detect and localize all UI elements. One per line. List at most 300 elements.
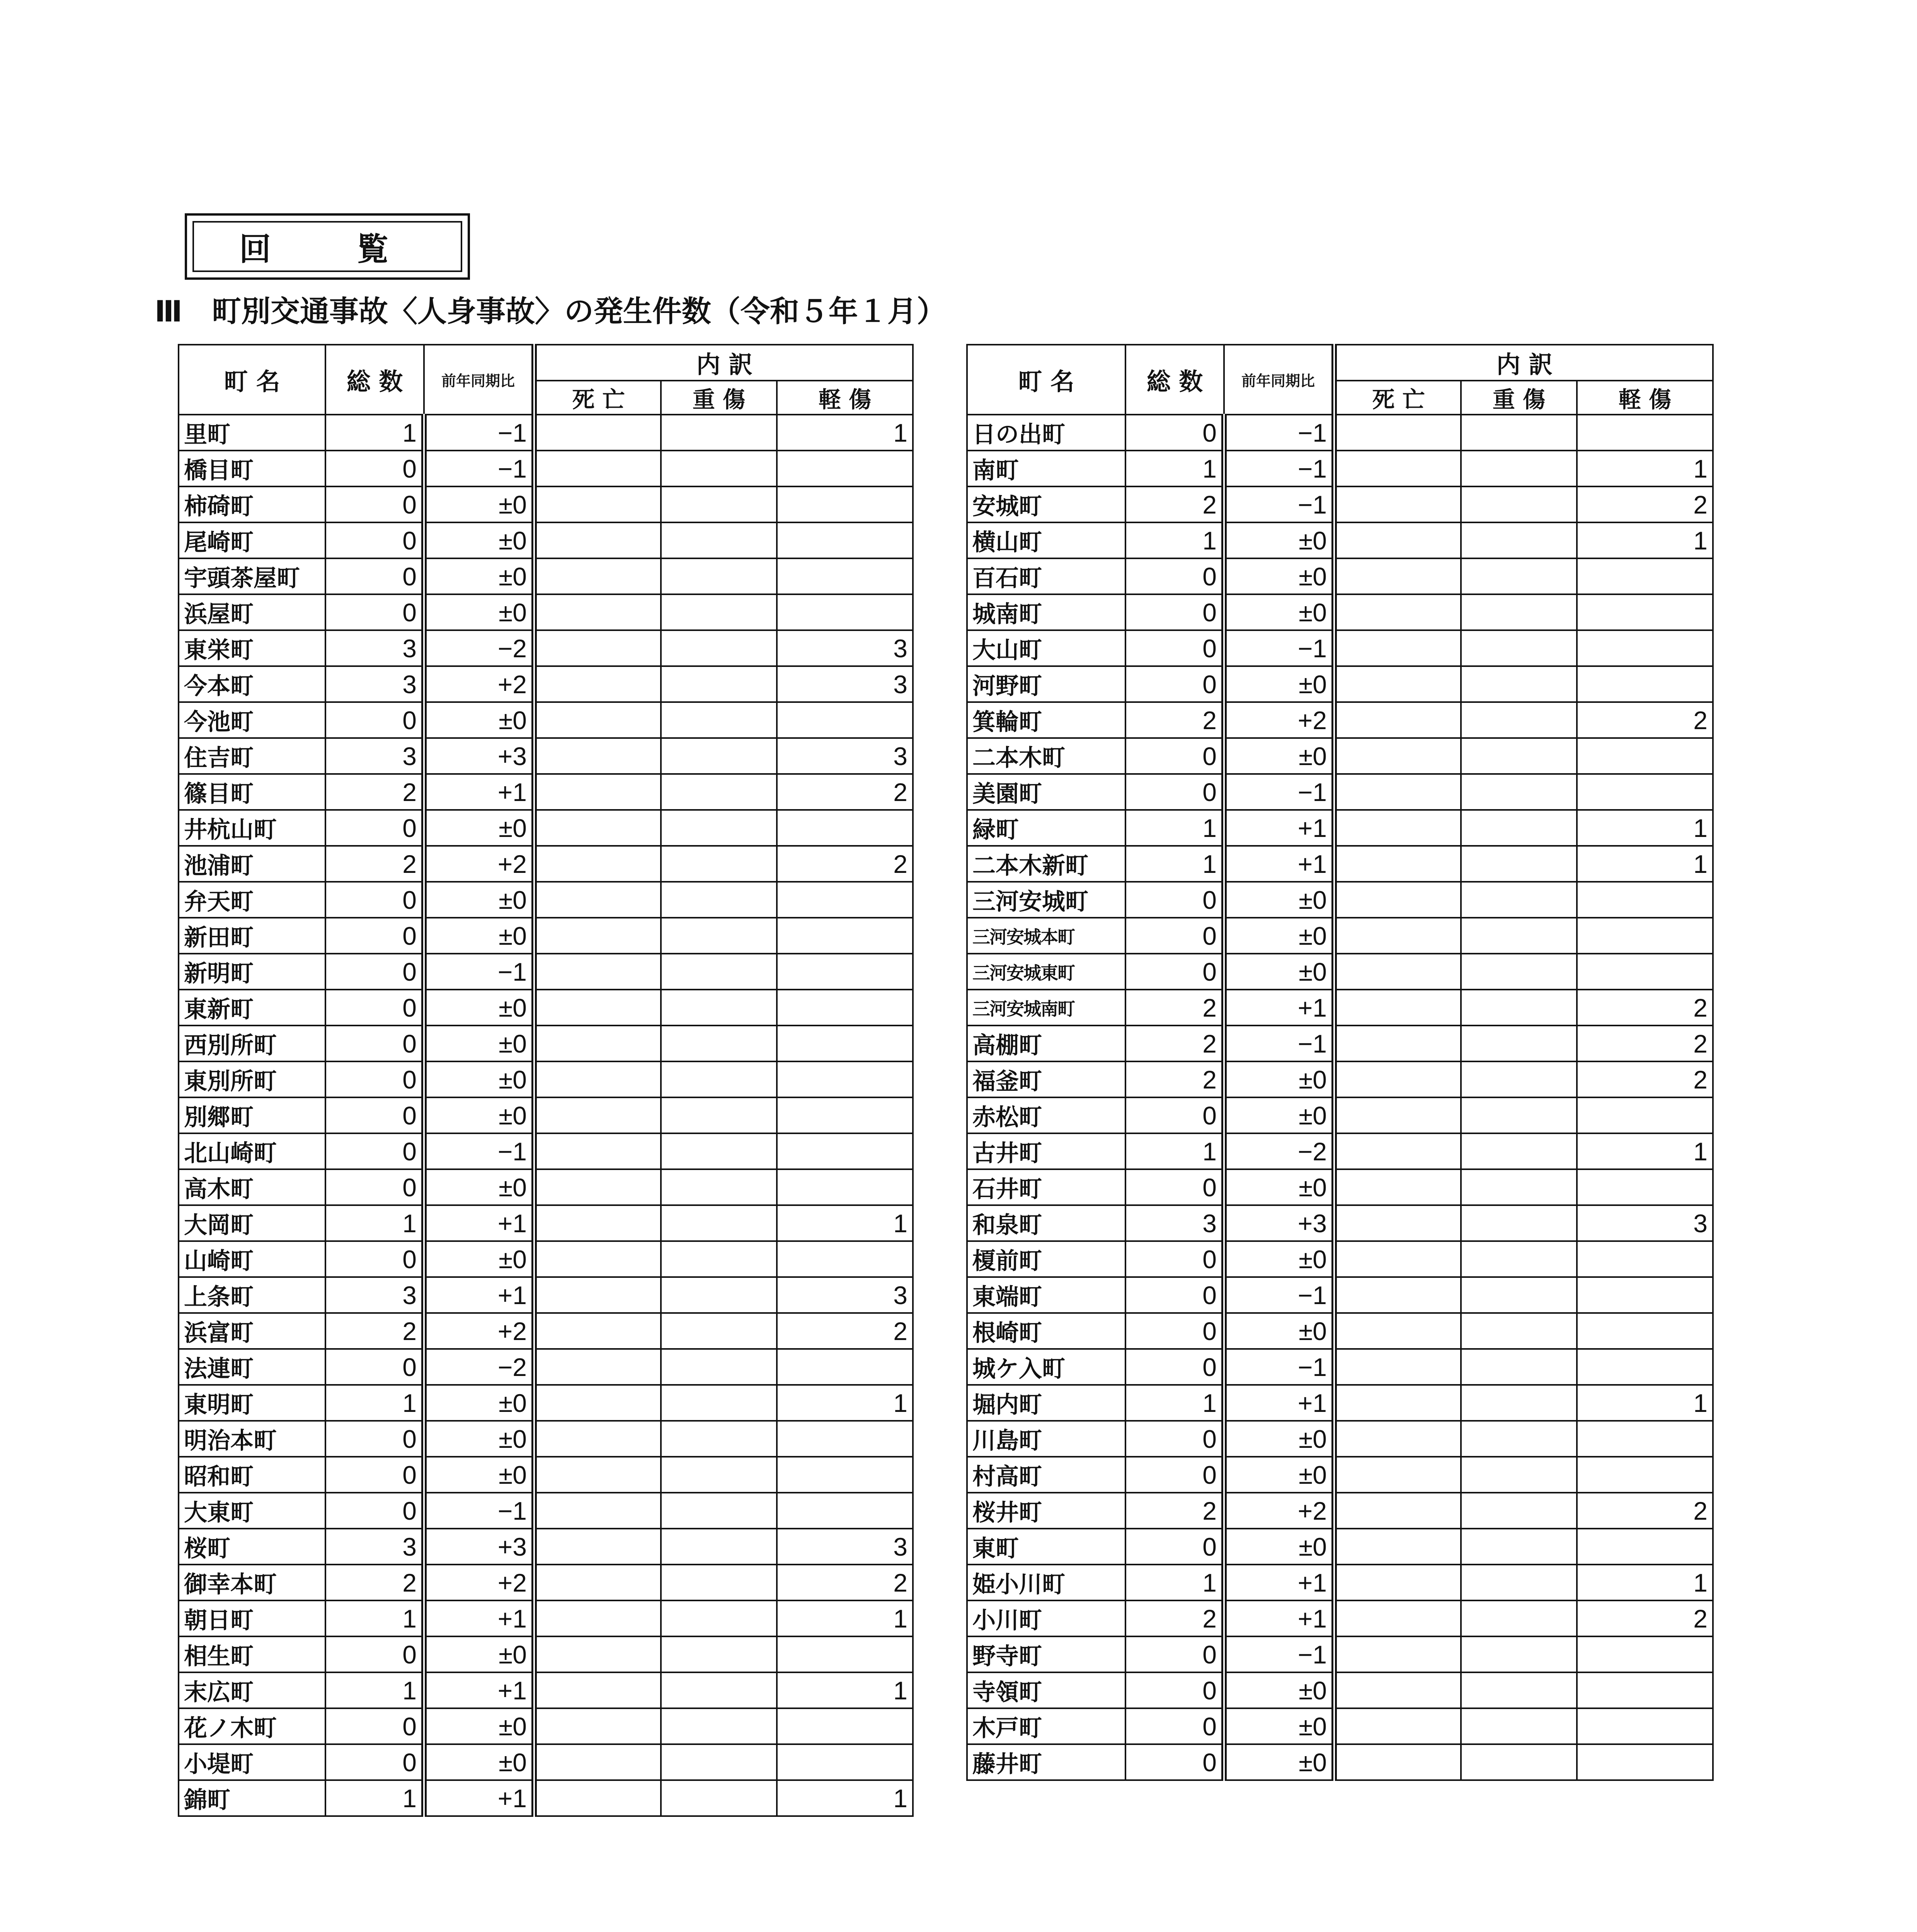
town-cell: 木戸町 (967, 1708, 1125, 1744)
death-cell (534, 415, 661, 451)
table-row (179, 1600, 913, 1636)
death-cell (534, 558, 661, 594)
total-cell: 0 (325, 1457, 424, 1493)
total-cell: 2 (1125, 1493, 1224, 1529)
yoy-cell: ±0 (424, 1744, 534, 1780)
serious-cell (661, 1565, 777, 1600)
serious-cell (661, 1636, 777, 1672)
total-cell: 1 (325, 1385, 424, 1421)
table-row (967, 666, 1713, 702)
serious-cell (661, 738, 777, 774)
yoy-cell: −1 (424, 954, 534, 990)
table-row (179, 1205, 913, 1241)
death-cell (534, 1061, 661, 1097)
serious-cell (1461, 1744, 1577, 1780)
table-row (179, 522, 913, 558)
total-cell: 0 (1125, 1097, 1224, 1133)
death-cell (1334, 954, 1461, 990)
town-cell: 北山崎町 (179, 1133, 325, 1169)
total-cell: 1 (1125, 810, 1224, 846)
total-cell: 0 (325, 882, 424, 918)
yoy-cell: +3 (424, 738, 534, 774)
table-row (179, 1672, 913, 1708)
minor-cell (1577, 666, 1713, 702)
town-cell: 箕輪町 (967, 702, 1125, 738)
total-cell: 0 (325, 954, 424, 990)
total-cell: 3 (325, 1277, 424, 1313)
town-cell: 浜富町 (179, 1313, 325, 1349)
table-row (179, 990, 913, 1026)
yoy-cell: ±0 (1224, 1457, 1334, 1493)
town-cell: 弁天町 (179, 882, 325, 918)
total-cell: 1 (1125, 1565, 1224, 1600)
header-breakdown: 内 訳 (1334, 345, 1713, 381)
town-cell: 小堤町 (179, 1744, 325, 1780)
total-cell: 1 (325, 1672, 424, 1708)
minor-cell: 2 (1577, 486, 1713, 522)
serious-cell (661, 630, 777, 666)
minor-cell: 3 (777, 738, 913, 774)
serious-cell (1461, 774, 1577, 810)
serious-cell (1461, 1277, 1577, 1313)
death-cell (1334, 1026, 1461, 1061)
accident-table-left (178, 344, 914, 1817)
table-row (967, 415, 1713, 451)
table-row (967, 846, 1713, 882)
town-cell: 三河安城南町 (967, 990, 1125, 1026)
total-cell: 2 (325, 774, 424, 810)
minor-cell (1577, 1421, 1713, 1457)
yoy-cell: +2 (424, 666, 534, 702)
town-cell: 藤井町 (967, 1744, 1125, 1780)
death-cell (534, 1277, 661, 1313)
yoy-cell: ±0 (1224, 1672, 1334, 1708)
death-cell (534, 666, 661, 702)
total-cell: 2 (1125, 1026, 1224, 1061)
minor-cell (777, 702, 913, 738)
minor-cell (777, 990, 913, 1026)
serious-cell (1461, 990, 1577, 1026)
table-row (967, 954, 1713, 990)
yoy-cell: −2 (1224, 1133, 1334, 1169)
yoy-cell: ±0 (424, 1385, 534, 1421)
yoy-cell: ±0 (424, 702, 534, 738)
death-cell (1334, 415, 1461, 451)
total-cell: 1 (1125, 522, 1224, 558)
death-cell (534, 1636, 661, 1672)
minor-cell: 1 (1577, 1133, 1713, 1169)
minor-cell (1577, 1241, 1713, 1277)
town-cell: 東明町 (179, 1385, 325, 1421)
minor-cell: 1 (1577, 1565, 1713, 1600)
town-cell: 河野町 (967, 666, 1125, 702)
minor-cell: 3 (1577, 1205, 1713, 1241)
serious-cell (661, 486, 777, 522)
total-cell: 3 (325, 738, 424, 774)
yoy-cell: ±0 (424, 990, 534, 1026)
minor-cell (777, 558, 913, 594)
town-cell: 新田町 (179, 918, 325, 954)
death-cell (1334, 1061, 1461, 1097)
table-row (967, 1313, 1713, 1349)
minor-cell (777, 1493, 913, 1529)
total-cell: 0 (325, 1133, 424, 1169)
yoy-cell: ±0 (1224, 1529, 1334, 1565)
total-cell: 0 (325, 1744, 424, 1780)
minor-cell (1577, 1636, 1713, 1672)
total-cell: 2 (325, 846, 424, 882)
death-cell (1334, 846, 1461, 882)
serious-cell (661, 1780, 777, 1816)
serious-cell (1461, 451, 1577, 486)
death-cell (1334, 738, 1461, 774)
death-cell (1334, 1241, 1461, 1277)
town-cell: 百石町 (967, 558, 1125, 594)
yoy-cell: ±0 (424, 1421, 534, 1457)
town-cell: 三河安城町 (967, 882, 1125, 918)
total-cell: 0 (1125, 1349, 1224, 1385)
death-cell (1334, 666, 1461, 702)
town-cell: 城ケ入町 (967, 1349, 1125, 1385)
yoy-cell: ±0 (1224, 1061, 1334, 1097)
minor-cell: 3 (777, 1277, 913, 1313)
table-row (967, 451, 1713, 486)
town-cell: 朝日町 (179, 1600, 325, 1636)
minor-cell (777, 1349, 913, 1385)
serious-cell (1461, 415, 1577, 451)
serious-cell (1461, 1061, 1577, 1097)
table-row (179, 810, 913, 846)
yoy-cell: +2 (1224, 1493, 1334, 1529)
total-cell: 0 (1125, 918, 1224, 954)
town-cell: 東別所町 (179, 1061, 325, 1097)
yoy-cell: ±0 (424, 1169, 534, 1205)
table-row (967, 1672, 1713, 1708)
death-cell (1334, 882, 1461, 918)
table-row (967, 1241, 1713, 1277)
town-cell: 城南町 (967, 594, 1125, 630)
total-cell: 0 (1125, 1529, 1224, 1565)
serious-cell (1461, 666, 1577, 702)
serious-cell (661, 1493, 777, 1529)
town-cell: 東町 (967, 1529, 1125, 1565)
minor-cell (777, 1421, 913, 1457)
header-breakdown: 内 訳 (534, 345, 913, 381)
minor-cell (1577, 1313, 1713, 1349)
table-row (179, 1529, 913, 1565)
town-cell: 住吉町 (179, 738, 325, 774)
serious-cell (1461, 1708, 1577, 1744)
table-body-right (967, 415, 1713, 1780)
table-row (179, 1493, 913, 1529)
serious-cell (1461, 1493, 1577, 1529)
table-row (967, 990, 1713, 1026)
yoy-cell: +1 (424, 1780, 534, 1816)
yoy-cell: +1 (424, 1672, 534, 1708)
total-cell: 0 (1125, 1421, 1224, 1457)
town-cell: 高棚町 (967, 1026, 1125, 1061)
death-cell (1334, 1097, 1461, 1133)
header-town: 町 名 (179, 345, 325, 415)
death-cell (1334, 1744, 1461, 1780)
minor-cell (777, 1636, 913, 1672)
table-row (967, 1708, 1713, 1744)
table-row (967, 630, 1713, 666)
total-cell: 0 (1125, 738, 1224, 774)
total-cell: 1 (325, 1780, 424, 1816)
total-cell: 0 (1125, 594, 1224, 630)
serious-cell (1461, 630, 1577, 666)
town-cell: 高木町 (179, 1169, 325, 1205)
death-cell (1334, 451, 1461, 486)
death-cell (534, 1241, 661, 1277)
town-cell: 篠目町 (179, 774, 325, 810)
death-cell (534, 1421, 661, 1457)
header-town: 町 名 (967, 345, 1125, 415)
total-cell: 0 (325, 1241, 424, 1277)
yoy-cell: +1 (1224, 1385, 1334, 1421)
minor-cell: 1 (1577, 810, 1713, 846)
circular-label: 回 覧 (192, 221, 462, 272)
header-minor: 軽 傷 (777, 381, 913, 415)
town-cell: 安城町 (967, 486, 1125, 522)
total-cell: 0 (1125, 954, 1224, 990)
town-cell: 川島町 (967, 1421, 1125, 1457)
town-cell: 池浦町 (179, 846, 325, 882)
serious-cell (661, 1313, 777, 1349)
table-row (967, 1529, 1713, 1565)
serious-cell (1461, 846, 1577, 882)
yoy-cell: +2 (424, 1565, 534, 1600)
yoy-cell: +1 (424, 1277, 534, 1313)
town-cell: 二本木町 (967, 738, 1125, 774)
town-cell: 野寺町 (967, 1636, 1125, 1672)
serious-cell (1461, 1600, 1577, 1636)
death-cell (1334, 1385, 1461, 1421)
death-cell (1334, 1349, 1461, 1385)
yoy-cell: +1 (1224, 810, 1334, 846)
accident-table-right (966, 344, 1714, 1781)
yoy-cell: −1 (1224, 1349, 1334, 1385)
serious-cell (1461, 1205, 1577, 1241)
serious-cell (661, 1349, 777, 1385)
town-cell: 横山町 (967, 522, 1125, 558)
table-row (179, 1385, 913, 1421)
header-yoy: 前年同期比 (424, 345, 534, 415)
death-cell (534, 1565, 661, 1600)
minor-cell (1577, 1457, 1713, 1493)
town-cell: 上条町 (179, 1277, 325, 1313)
death-cell (534, 738, 661, 774)
header-death: 死 亡 (1334, 381, 1461, 415)
table-row (967, 1169, 1713, 1205)
minor-cell: 1 (1577, 1385, 1713, 1421)
death-cell (534, 1205, 661, 1241)
death-cell (534, 774, 661, 810)
yoy-cell: +1 (1224, 846, 1334, 882)
minor-cell (777, 1744, 913, 1780)
table-row (967, 1133, 1713, 1169)
yoy-cell: ±0 (1224, 882, 1334, 918)
town-cell: 東栄町 (179, 630, 325, 666)
death-cell (1334, 1133, 1461, 1169)
total-cell: 0 (325, 810, 424, 846)
serious-cell (1461, 1565, 1577, 1600)
table-row (179, 1636, 913, 1672)
yoy-cell: ±0 (424, 882, 534, 918)
total-cell: 0 (325, 702, 424, 738)
serious-cell (1461, 882, 1577, 918)
serious-cell (1461, 1169, 1577, 1205)
town-cell: 東端町 (967, 1277, 1125, 1313)
total-cell: 1 (325, 1205, 424, 1241)
death-cell (534, 1133, 661, 1169)
minor-cell: 1 (777, 1672, 913, 1708)
total-cell: 0 (1125, 666, 1224, 702)
town-cell: 花ノ木町 (179, 1708, 325, 1744)
serious-cell (661, 1205, 777, 1241)
serious-cell (1461, 486, 1577, 522)
total-cell: 0 (325, 1026, 424, 1061)
serious-cell (1461, 1349, 1577, 1385)
serious-cell (1461, 1026, 1577, 1061)
town-cell: 山崎町 (179, 1241, 325, 1277)
serious-cell (661, 1744, 777, 1780)
yoy-cell: +1 (1224, 1565, 1334, 1600)
table-row (179, 1241, 913, 1277)
minor-cell (777, 486, 913, 522)
minor-cell (777, 882, 913, 918)
total-cell: 0 (325, 918, 424, 954)
total-cell: 3 (325, 666, 424, 702)
serious-cell (661, 558, 777, 594)
total-cell: 1 (1125, 1385, 1224, 1421)
serious-cell (1461, 1133, 1577, 1169)
total-cell: 2 (1125, 486, 1224, 522)
total-cell: 2 (1125, 990, 1224, 1026)
minor-cell (1577, 882, 1713, 918)
death-cell (1334, 1205, 1461, 1241)
town-cell: 二本木新町 (967, 846, 1125, 882)
table-row (967, 1421, 1713, 1457)
town-cell: 美園町 (967, 774, 1125, 810)
total-cell: 1 (325, 415, 424, 451)
town-cell: 古井町 (967, 1133, 1125, 1169)
yoy-cell: ±0 (424, 1241, 534, 1277)
table-row (967, 1600, 1713, 1636)
yoy-cell: ±0 (424, 1636, 534, 1672)
minor-cell (1577, 415, 1713, 451)
serious-cell (661, 954, 777, 990)
yoy-cell: ±0 (1224, 594, 1334, 630)
town-cell: 大東町 (179, 1493, 325, 1529)
total-cell: 0 (1125, 774, 1224, 810)
yoy-cell: ±0 (1224, 1241, 1334, 1277)
town-cell: 御幸本町 (179, 1565, 325, 1600)
table-row (179, 774, 913, 810)
serious-cell (661, 451, 777, 486)
yoy-cell: ±0 (1224, 558, 1334, 594)
serious-cell (661, 1457, 777, 1493)
death-cell (1334, 1421, 1461, 1457)
death-cell (534, 1349, 661, 1385)
table-row (179, 1708, 913, 1744)
minor-cell (1577, 558, 1713, 594)
table-row (967, 558, 1713, 594)
minor-cell: 1 (1577, 522, 1713, 558)
minor-cell (1577, 774, 1713, 810)
town-cell: 大岡町 (179, 1205, 325, 1241)
total-cell: 0 (1125, 558, 1224, 594)
serious-cell (661, 918, 777, 954)
total-cell: 0 (325, 1421, 424, 1457)
serious-cell (661, 1097, 777, 1133)
death-cell (534, 1780, 661, 1816)
table-row (179, 1097, 913, 1133)
town-cell: 昭和町 (179, 1457, 325, 1493)
minor-cell: 2 (777, 774, 913, 810)
death-cell (534, 1026, 661, 1061)
serious-cell (1461, 1636, 1577, 1672)
serious-cell (1461, 1457, 1577, 1493)
minor-cell (1577, 630, 1713, 666)
serious-cell (1461, 954, 1577, 990)
minor-cell (1577, 1097, 1713, 1133)
total-cell: 0 (325, 1493, 424, 1529)
town-cell: 三河安城本町 (967, 918, 1125, 954)
table-row (179, 486, 913, 522)
town-cell: 榎前町 (967, 1241, 1125, 1277)
total-cell: 0 (325, 1349, 424, 1385)
table-row (967, 1026, 1713, 1061)
town-cell: 石井町 (967, 1169, 1125, 1205)
minor-cell (777, 1097, 913, 1133)
town-cell: 西別所町 (179, 1026, 325, 1061)
minor-cell (1577, 954, 1713, 990)
death-cell (534, 954, 661, 990)
total-cell: 0 (1125, 1672, 1224, 1708)
yoy-cell: ±0 (1224, 1744, 1334, 1780)
minor-cell: 2 (1577, 702, 1713, 738)
serious-cell (661, 415, 777, 451)
total-cell: 2 (1125, 1061, 1224, 1097)
yoy-cell: +1 (424, 1600, 534, 1636)
serious-cell (1461, 1385, 1577, 1421)
total-cell: 0 (325, 451, 424, 486)
total-cell: 1 (1125, 451, 1224, 486)
minor-cell (1577, 1672, 1713, 1708)
table-row (179, 1169, 913, 1205)
total-cell: 0 (1125, 1313, 1224, 1349)
death-cell (534, 486, 661, 522)
town-cell: 法連町 (179, 1349, 325, 1385)
minor-cell (777, 1457, 913, 1493)
serious-cell (661, 1061, 777, 1097)
total-cell: 0 (1125, 1169, 1224, 1205)
yoy-cell: +2 (1224, 702, 1334, 738)
total-cell: 0 (1125, 1636, 1224, 1672)
death-cell (534, 990, 661, 1026)
death-cell (534, 1744, 661, 1780)
table-row (967, 882, 1713, 918)
table-row (179, 1421, 913, 1457)
minor-cell: 1 (777, 1780, 913, 1816)
death-cell (1334, 810, 1461, 846)
yoy-cell: ±0 (1224, 522, 1334, 558)
yoy-cell: +1 (424, 1205, 534, 1241)
minor-cell: 2 (1577, 1493, 1713, 1529)
total-cell: 3 (325, 630, 424, 666)
